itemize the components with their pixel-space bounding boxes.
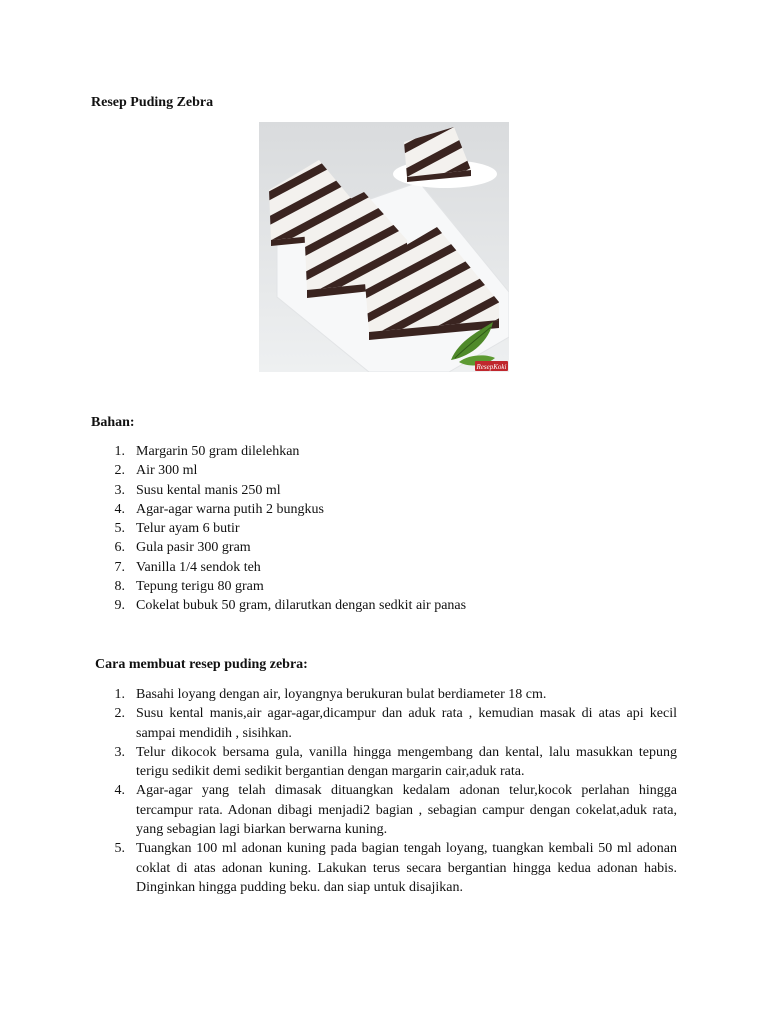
- item-text: Margarin 50 gram dilelehkan: [136, 444, 300, 459]
- step-number: 5.: [114, 841, 125, 857]
- list-item: [91, 577, 691, 596]
- step-text: Basahi loyang dengan air, loyangnya berukuran bulat berdiameter 18 cm.: [136, 687, 547, 702]
- step-number: 3.: [114, 744, 125, 760]
- item-text: Telur ayam 6 butir: [136, 521, 240, 537]
- item-number: 7.: [114, 559, 125, 575]
- ingredients-list: [91, 442, 691, 616]
- recipe-title: Resep Puding Zebra: [91, 95, 214, 110]
- step-number: 2.: [114, 706, 125, 722]
- list-item: [91, 500, 691, 519]
- item-text: Tepung terigu 80 gram: [136, 579, 264, 595]
- item-text: Agar-agar warna putih 2 bungkus: [136, 501, 324, 517]
- list-item: [91, 704, 677, 743]
- item-number: 3.: [114, 482, 125, 498]
- recipe-photo: [259, 122, 509, 372]
- list-item: [91, 558, 691, 577]
- item-number: 1.: [114, 444, 125, 459]
- item-number: 5.: [114, 521, 125, 537]
- item-number: 8.: [114, 579, 125, 595]
- item-text: Cokelat bubuk 50 gram, dilarutkan dengan sedkit air panas: [136, 598, 467, 614]
- list-item: [91, 839, 677, 897]
- step-text: Tuangkan 100 ml adonan kuning pada bagian tengah loyang, tuangkan kembali 50 ml adonan coklat di atas adonan kuning. Lakukan terus secara bergantian hingga kedua adonan habis. Dinginkan hingga pudding beku. dan siap untuk disajikan.: [136, 841, 677, 895]
- ingredients-heading: Bahan:: [91, 415, 135, 430]
- item-number: 4.: [114, 501, 125, 517]
- item-text: Gula pasir 300 gram: [136, 540, 251, 556]
- watermark-logo: [475, 361, 508, 371]
- svg-text:ResepKoki: ResepKoki: [476, 363, 507, 371]
- list-item: [91, 743, 677, 782]
- list-item: [91, 481, 691, 500]
- step-number: 1.: [114, 687, 125, 702]
- item-number: 6.: [114, 540, 125, 556]
- method-heading: Cara membuat resep puding zebra:: [95, 657, 308, 672]
- step-number: 4.: [114, 783, 125, 799]
- item-number: 9.: [114, 598, 125, 614]
- list-item: [91, 781, 677, 839]
- list-item: [91, 596, 691, 615]
- list-item: [91, 685, 677, 704]
- item-number: 2.: [114, 463, 125, 479]
- step-text: Agar-agar yang telah dimasak dituangkan kedalam adonan telur,kocok perlahan hingga tercampur rata. Adonan dibagi menjadi2 bagian , sebagian campur dengan cokelat,aduk rata, yang sebagian lagi biarkan berwarna kuning.: [136, 783, 677, 838]
- step-text: Susu kental manis,air agar-agar,dicampur dan aduk rata , kemudian masak di atas api kecil sampai mendidih , sisihkan.: [136, 706, 677, 741]
- list-item: [91, 538, 691, 557]
- list-item: [91, 442, 691, 461]
- item-text: Vanilla 1/4 sendok teh: [136, 559, 261, 575]
- list-item: [91, 519, 691, 538]
- method-list: [91, 685, 677, 897]
- list-item: [91, 461, 691, 480]
- item-text: Susu kental manis 250 ml: [136, 482, 281, 498]
- item-text: Air 300 ml: [136, 463, 198, 479]
- step-text: Telur dikocok bersama gula, vanilla hingga mengembang dan kental, lalu masukkan tepung terigu sedikit demi sedikit bergantian dengan margarin cair,aduk rata.: [136, 744, 677, 780]
